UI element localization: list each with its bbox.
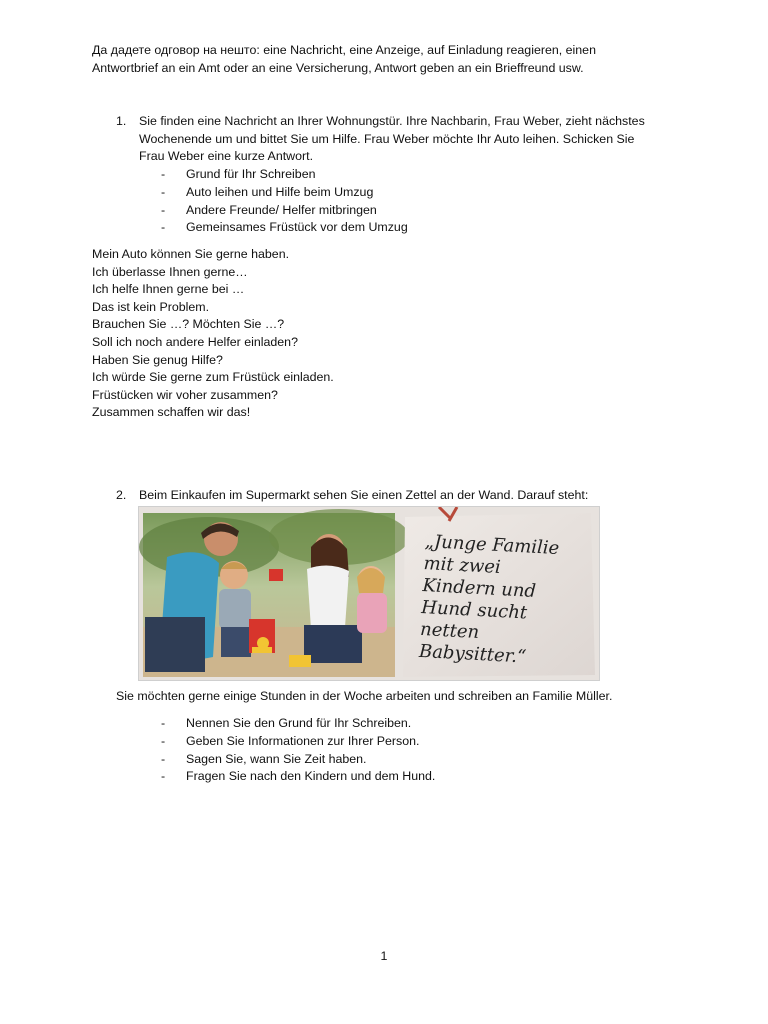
task-1-line: Wochenende um und bittet Sie um Hilfe. Frau Weber möchte Ihr Auto leihen. Schicken Sie <box>139 131 635 146</box>
phrase-line: Soll ich noch andere Helfer einladen? <box>92 334 298 349</box>
phrase-line: Zusammen schaffen wir das! <box>92 405 251 420</box>
phrase-line: Ich überlasse Ihnen gerne… <box>92 264 248 279</box>
task-1-bullet-list <box>161 166 408 237</box>
bullet-item: - Auto leihen und Hilfe beim Umzug <box>161 184 408 202</box>
task-2-instruction: Sie möchten gerne einige Stunden in der Woche arbeiten und schreiben an Familie Müller. <box>116 689 613 703</box>
bullet-item: - Grund für Ihr Schreiben <box>161 166 408 184</box>
phrase-line: Ich helfe Ihnen gerne bei … <box>92 282 245 297</box>
note-line: netten <box>419 618 480 643</box>
note-line: Hund sucht <box>420 596 528 624</box>
bullet-item: - Sagen Sie, wann Sie Zeit haben. <box>161 751 435 769</box>
bullet-dash: - <box>161 733 166 748</box>
bullet-item: - Gemeinsames Früstück vor dem Umzug <box>161 219 408 237</box>
task-2-bullet-list <box>161 715 435 786</box>
bullet-item: - Geben Sie Informationen zur Ihrer Person. <box>161 733 435 751</box>
note-line: Babysitter.“ <box>418 640 527 668</box>
task-1-text <box>139 113 679 166</box>
intro-paragraph <box>92 42 692 77</box>
bullet-dash: - <box>161 167 166 181</box>
useful-phrases <box>92 246 334 422</box>
bullet-dash: - <box>161 769 166 784</box>
bullet-item: - Nennen Sie den Grund für Ihr Schreiben. <box>161 715 435 733</box>
note-line: mit zwei <box>423 553 502 579</box>
family-photo-with-note <box>138 506 600 681</box>
bullet-item: - Fragen Sie nach den Kindern und dem Hund. <box>161 768 435 786</box>
bullet-dash: - <box>161 751 166 766</box>
task-1-line: Sie finden eine Nachricht an Ihrer Wohnungstür. Ihre Nachbarin, Frau Weber, zieht nächstes <box>139 114 645 128</box>
phrase-line: Früstücken wir voher zusammen? <box>92 387 278 402</box>
phrase-line: Mein Auto können Sie gerne haben. <box>92 247 290 261</box>
task-1-line: Frau Weber eine kurze Antwort. <box>139 149 314 164</box>
note-line: „Junge Familie <box>424 531 560 560</box>
intro-line-2: Antwortbrief an ein Amt oder an eine Versicherung, Antwort geben an ein Brieffreund usw. <box>92 60 584 75</box>
bullet-dash: - <box>161 202 166 217</box>
photo-illustration <box>139 507 599 680</box>
phrase-line: Haben Sie genug Hilfe? <box>92 352 223 367</box>
task-1-number: 1. <box>116 114 127 128</box>
page-number: 1 <box>380 949 388 963</box>
task-2-text: Beim Einkaufen im Supermarkt sehen Sie einen Zettel an der Wand. Darauf steht: <box>139 488 589 502</box>
bullet-dash: - <box>161 716 166 730</box>
bullet-item: - Andere Freunde/ Helfer mitbringen <box>161 202 408 220</box>
phrase-line: Ich würde Sie gerne zum Früstück einladen. <box>92 370 334 385</box>
phrase-line: Das ist kein Problem. <box>92 299 210 314</box>
phrase-line: Brauchen Sie …? Möchten Sie …? <box>92 317 285 332</box>
bullet-dash: - <box>161 184 166 199</box>
task-2-number: 2. <box>116 488 127 502</box>
bullet-dash: - <box>161 220 166 235</box>
intro-line-1: Да дадете одговор на нешто: eine Nachricht, eine Anzeige, auf Einladung reagieren, einen <box>92 43 596 57</box>
note-line: Kindern und <box>421 574 537 602</box>
